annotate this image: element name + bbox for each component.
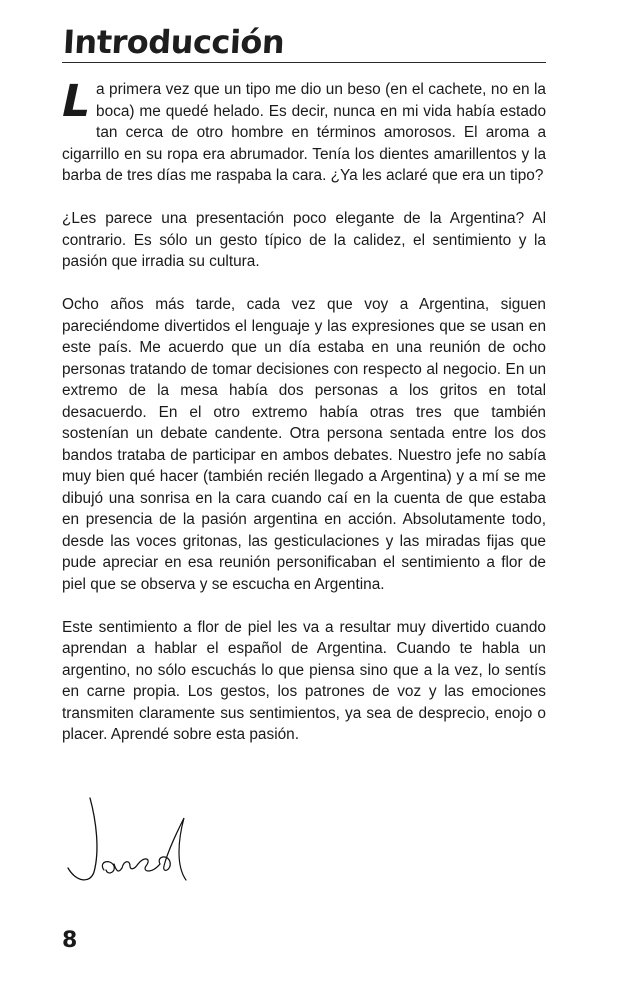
paragraph-2: ¿Les parece una presentación poco elegante de la Argentina? Al contrario. Es sólo un gesto típico de la calidez, el sentimiento y la pasión que irradia su cultura. <box>62 210 546 270</box>
drop-cap: L <box>56 76 96 127</box>
page-title: Introducción <box>62 22 548 63</box>
paragraph-1-text: a primera vez que un tipo me dio un beso (en el cachete, no en la boca) me quedé helado. Es decir, nunca en mi vida había estado tan cerca de otro hombre en términos amorosos. El aroma a cigarrillo en su ropa era abrumador. Tenía los dientes amarillentos y la barba de tres días me raspaba la cara. ¿Ya les aclaré que era un tipo? <box>62 81 546 184</box>
page-content <box>56 22 546 767</box>
page-number: 8 <box>62 928 78 953</box>
paragraph-1 <box>56 76 546 187</box>
handwritten-signature <box>60 790 210 890</box>
paragraph-3: Ocho años más tarde, cada vez que voy a Argentina, siguen pareciéndome divertidos el lenguaje y las expresiones que se usan en este país. Me acuerdo que un día estaba en una reunión de ocho personas tratando de tomar decisiones con respecto al negocio. En un extremo de la mesa había dos personas a los gritos en total desacuerdo. En el otro extremo había otras tres que también sostenían un debate candente. Otra persona sentada entre los dos bandos trataba de participar en ambos debates. Nuestro jefe no sabía muy bien qué hacer (también recién llegado a Argentina) y a mí se me dibujó una sonrisa en la cara cuando caí en la cuenta de que estaba en presencia de la pasión argentina en acción. Absolutamente todo, desde las voces gritonas, las gesticulaciones y las miradas fijas que pude apreciar en esa reunión personificaban el sentimiento a flor de piel que se observa y se escucha en Argentina. <box>62 296 546 593</box>
paragraph-4: Este sentimiento a flor de piel les va a resultar muy divertido cuando aprendan a hablar el español de Argentina. Cuando te habla un argentino, no sólo escuchás lo que piensa sino que a la vez, lo sentís en carne propia. Los gestos, los patrones de voz y las emociones transmiten claramente sus sentimientos, ya sea de desprecio, enojo o placer. Aprendé sobre esta pasión. <box>62 618 546 743</box>
